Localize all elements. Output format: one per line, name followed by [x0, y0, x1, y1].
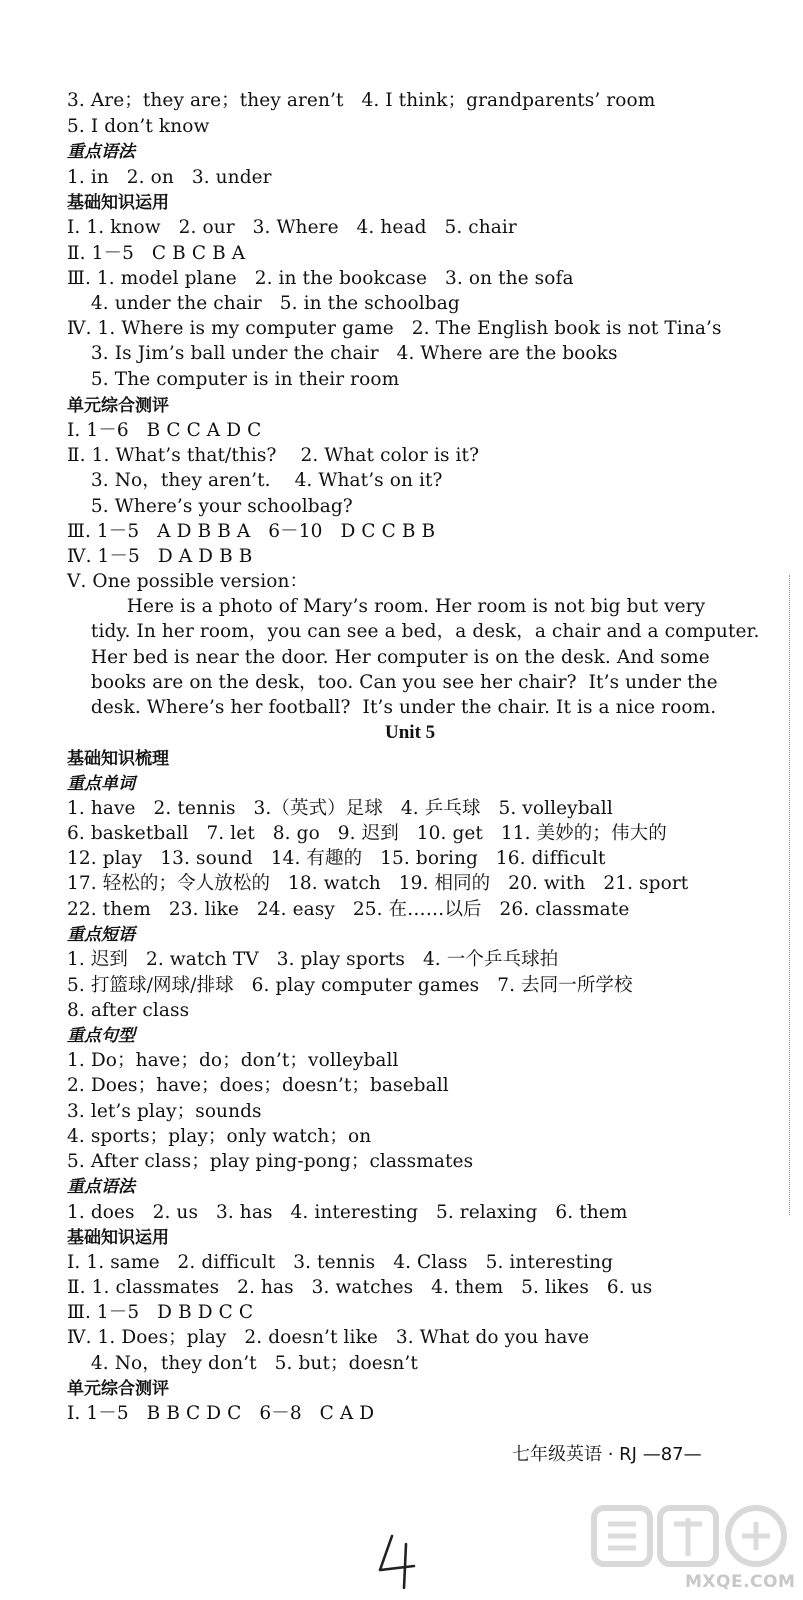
answer-line: 3. let’s play；sounds: [67, 1101, 262, 1122]
essay-line: Her bed is near the door. Her computer is on the desk. And some: [67, 647, 710, 668]
answer-line: 1. in 2. on 3. under: [67, 167, 272, 188]
answer-line: 1. Do；have；do；don’t；volleyball: [67, 1050, 399, 1071]
answer-line: 3. Are；they are；they aren’t 4. I think；grandparents’ room: [67, 90, 656, 111]
answer-line: 12. play 13. sound 14. 有趣的 15. boring 16. difficult: [67, 848, 606, 869]
section-heading-basic-practice: 基础知识运用: [67, 1228, 169, 1248]
margin-dotted-line: [789, 575, 790, 1215]
essay-line: tidy. In her room，you can see a bed，a desk，a chair and a computer.: [67, 621, 760, 642]
answer-line: 5. I don’t know: [67, 116, 210, 137]
answer-line: Ⅲ. 1－5 D B D C C: [67, 1302, 254, 1323]
answer-line: 3. No，they aren’t. 4. What’s on it?: [67, 470, 443, 491]
answer-line: Ⅳ. 1. Does；play 2. doesn’t like 3. What do you have: [67, 1327, 590, 1348]
answer-line: 5. 打篮球/网球/排球 6. play computer games 7. 去同一所学校: [67, 975, 633, 996]
answer-line: Ⅲ. 1. model plane 2. in the bookcase 3. on the sofa: [67, 268, 574, 289]
answer-line: 6. basketball 7. let 8. go 9. 迟到 10. get 11. 美妙的；伟大的: [67, 823, 667, 844]
essay-line: desk. Where’s her football? It’s under the chair. It is a nice room.: [67, 697, 717, 718]
answer-line: Ⅰ. 1. know 2. our 3. Where 4. head 5. chair: [67, 217, 517, 238]
answer-line: Ⅱ. 1－5 C B C B A: [67, 243, 246, 264]
answer-line: Ⅰ. 1－6 B C C A D C: [67, 420, 262, 441]
section-heading-knowledge-review: 基础知识梳理: [67, 749, 169, 769]
section-heading-key-phrases: 重点短语: [67, 925, 135, 945]
section-heading-grammar: 重点语法: [67, 142, 135, 162]
section-heading-key-words: 重点单词: [67, 774, 135, 794]
watermark-text: MXQE.COM: [685, 1572, 796, 1592]
section-heading-unit-test: 单元综合测评: [67, 1379, 169, 1399]
answer-line: Ⅴ. One possible version：: [67, 571, 309, 592]
answer-line: 1. does 2. us 3. has 4. interesting 5. relaxing 6. them: [67, 1202, 628, 1223]
answer-line: Ⅳ. 1－5 D A D B B: [67, 546, 253, 567]
unit-title: Unit 5: [385, 722, 436, 743]
answer-line: 1. 迟到 2. watch TV 3. play sports 4. 一个乒乓球拍: [67, 949, 559, 970]
answer-line: 22. them 23. like 24. easy 25. 在……以后 26. classmate: [67, 899, 630, 920]
answer-line: Ⅱ. 1. What’s that/this? 2. What color is it?: [67, 445, 480, 466]
essay-line: books are on the desk，too. Can you see her chair? It’s under the: [67, 672, 718, 693]
answer-line: 5. After class；play ping-pong；classmates: [67, 1151, 474, 1172]
answer-line: 5. The computer is in their room: [67, 369, 400, 390]
answer-line: 4. No，they don’t 5. but；doesn’t: [67, 1353, 418, 1374]
answer-line: Ⅲ. 1－5 A D B B A 6－10 D C C B B: [67, 521, 436, 542]
answer-line: Ⅰ. 1－5 B B C D C 6－8 C A D: [67, 1403, 375, 1424]
answer-line: Ⅱ. 1. classmates 2. has 3. watches 4. them 5. likes 6. us: [67, 1277, 653, 1298]
answer-line: 17. 轻松的；令人放松的 18. watch 19. 相同的 20. with 21. sport: [67, 873, 689, 894]
section-heading-unit-test: 单元综合测评: [67, 396, 169, 416]
section-heading-basic-practice: 基础知识运用: [67, 193, 169, 213]
answer-line: 3. Is Jim’s ball under the chair 4. Where are the books: [67, 343, 618, 364]
section-heading-grammar: 重点语法: [67, 1177, 135, 1197]
answer-line: Ⅳ. 1. Where is my computer game 2. The English book is not Tina’s: [67, 318, 722, 339]
answer-line: 8. after class: [67, 1000, 190, 1021]
handwritten-number: [370, 1530, 430, 1590]
answer-line: 4. sports；play；only watch；on: [67, 1126, 372, 1147]
page-footer: 七年级英语 · RJ —87—: [512, 1444, 702, 1465]
answer-line: Ⅰ. 1. same 2. difficult 3. tennis 4. Class 5. interesting: [67, 1252, 614, 1273]
answer-line: 4. under the chair 5. in the schoolbag: [67, 293, 460, 314]
answer-line: 2. Does；have；does；doesn’t；baseball: [67, 1075, 449, 1096]
answer-line: 5. Where’s your schoolbag?: [67, 496, 353, 517]
section-heading-key-sentences: 重点句型: [67, 1026, 135, 1046]
essay-line: Here is a photo of Mary’s room. Her room is not big but very: [67, 596, 706, 617]
answer-line: 1. have 2. tennis 3.（英式）足球 4. 乒乓球 5. volleyball: [67, 798, 613, 819]
